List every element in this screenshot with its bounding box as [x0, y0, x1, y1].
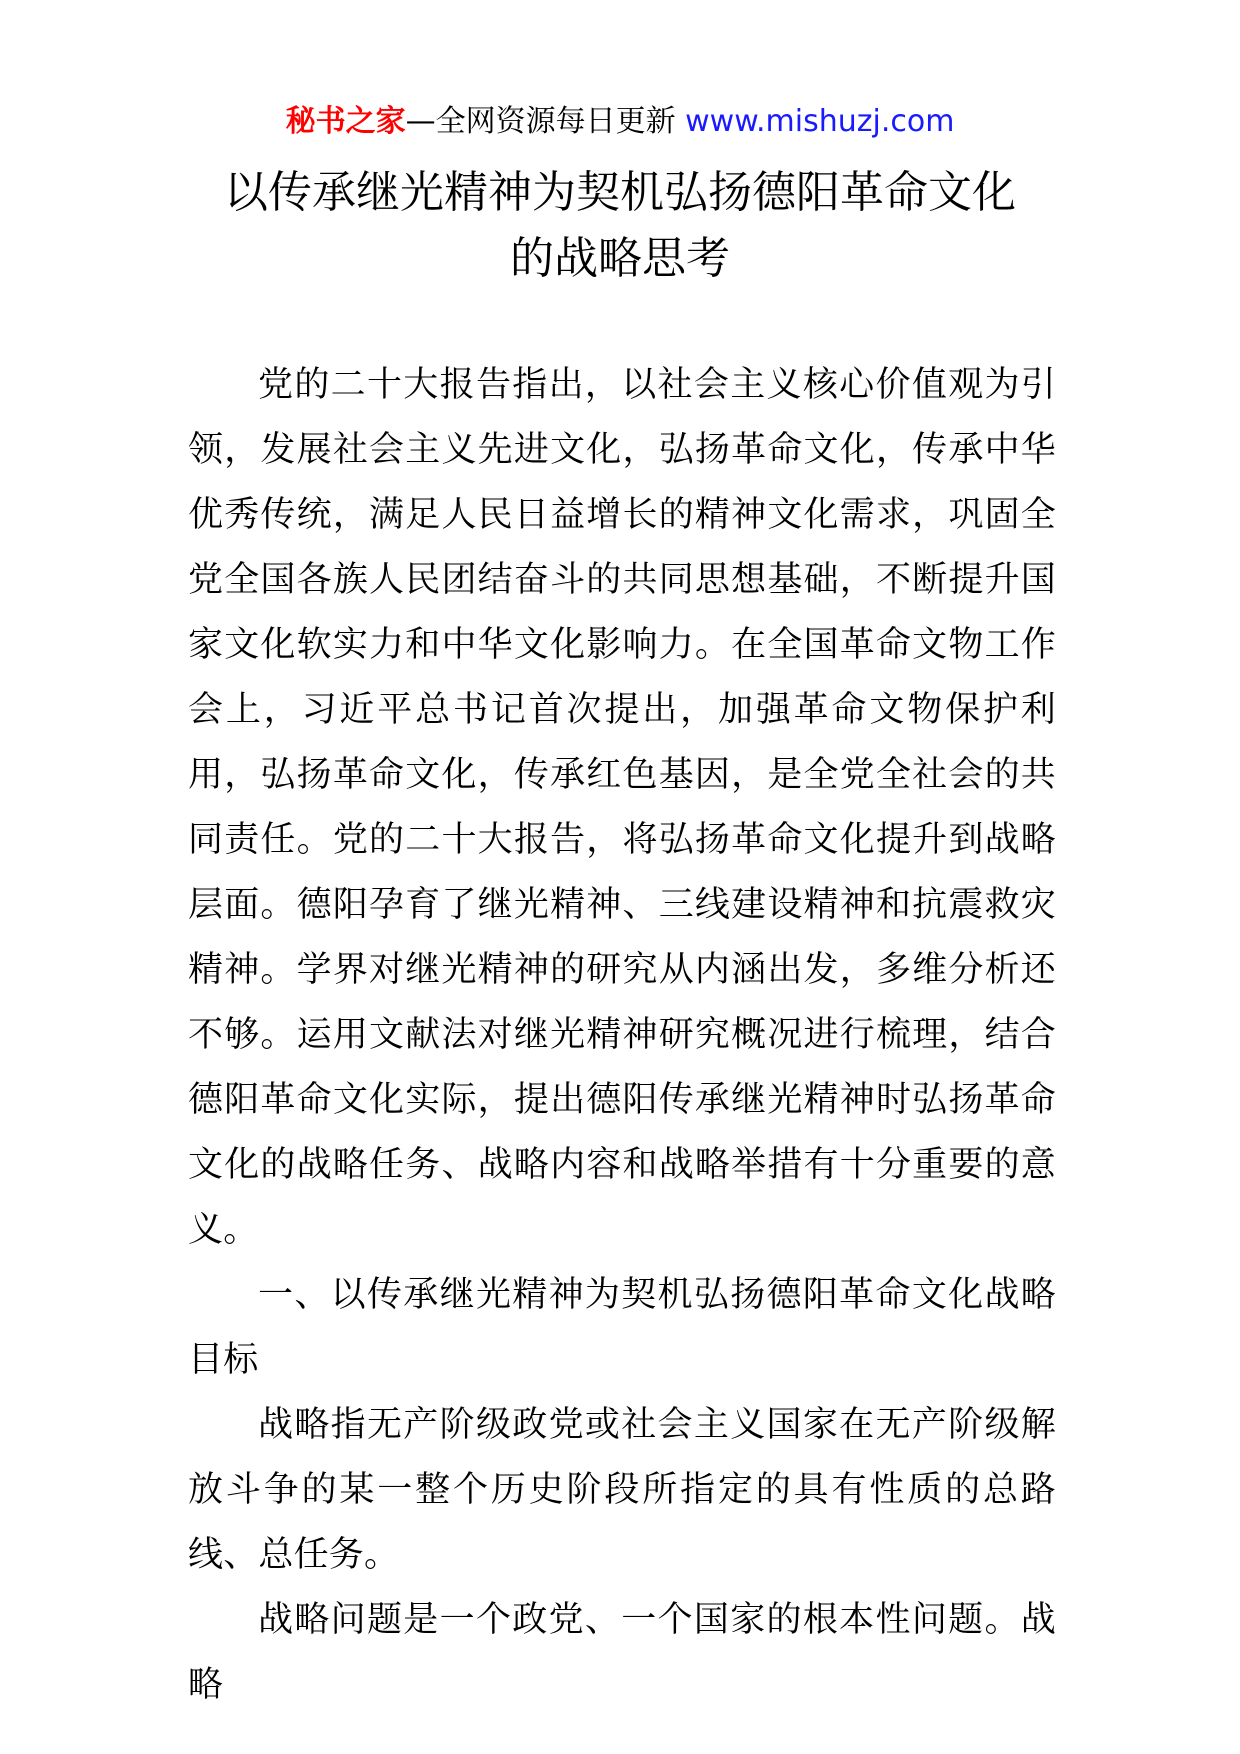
title-line-2: 的战略思考 [510, 233, 730, 284]
header-tagline: —全网资源每日更新 [405, 104, 676, 139]
paragraph-strategy-issue: 战略问题是一个政党、一个国家的根本性问题。战略 [188, 1600, 1056, 1705]
document-title [160, 160, 1080, 292]
paragraph-strategy-definition: 战略指无产阶级政党或社会主义国家在无产阶级解放斗争的某一整个历史阶段所指定的具有性质的总路线、总任务。 [188, 1405, 1056, 1575]
paragraph-intro: 党的二十大报告指出，以社会主义核心价值观为引领，发展社会主义先进文化，弘扬革命文化，传承中华优秀传统，满足人民日益增长的精神文化需求，巩固全党全国各族人民团结奋斗的共同思想基础，不断提升国家文化软实力和中华文化影响力。在全国革命文物工作会上，习近平总书记首次提出，加强革命文物保护利用，弘扬革命文化，传承红色基因，是全党全社会的共同责任。党的二十大报告，将弘扬革命文化提升到战略层面。德阳孕育了继光精神、三线建设精神和抗震救灾精神。学界对继光精神的研究从内涵出发，多维分析还不够。运用文献法对继光精神研究概况进行梳理，结合德阳革命文化实际，提出德阳传承继光精神时弘扬革命文化的战略任务、战略内容和战略举措有十分重要的意义。 [188, 365, 1056, 1250]
document-body [188, 353, 1056, 1718]
brand-name: 秘书之家 [285, 104, 406, 139]
site-header [0, 100, 1240, 144]
site-url: www.mishuzj.com [685, 104, 955, 139]
section-heading-1: 一、以传承继光精神为契机弘扬德阳革命文化战略目标 [188, 1275, 1056, 1380]
title-line-1: 以传承继光精神为契机弘扬德阳革命文化 [224, 167, 1016, 218]
